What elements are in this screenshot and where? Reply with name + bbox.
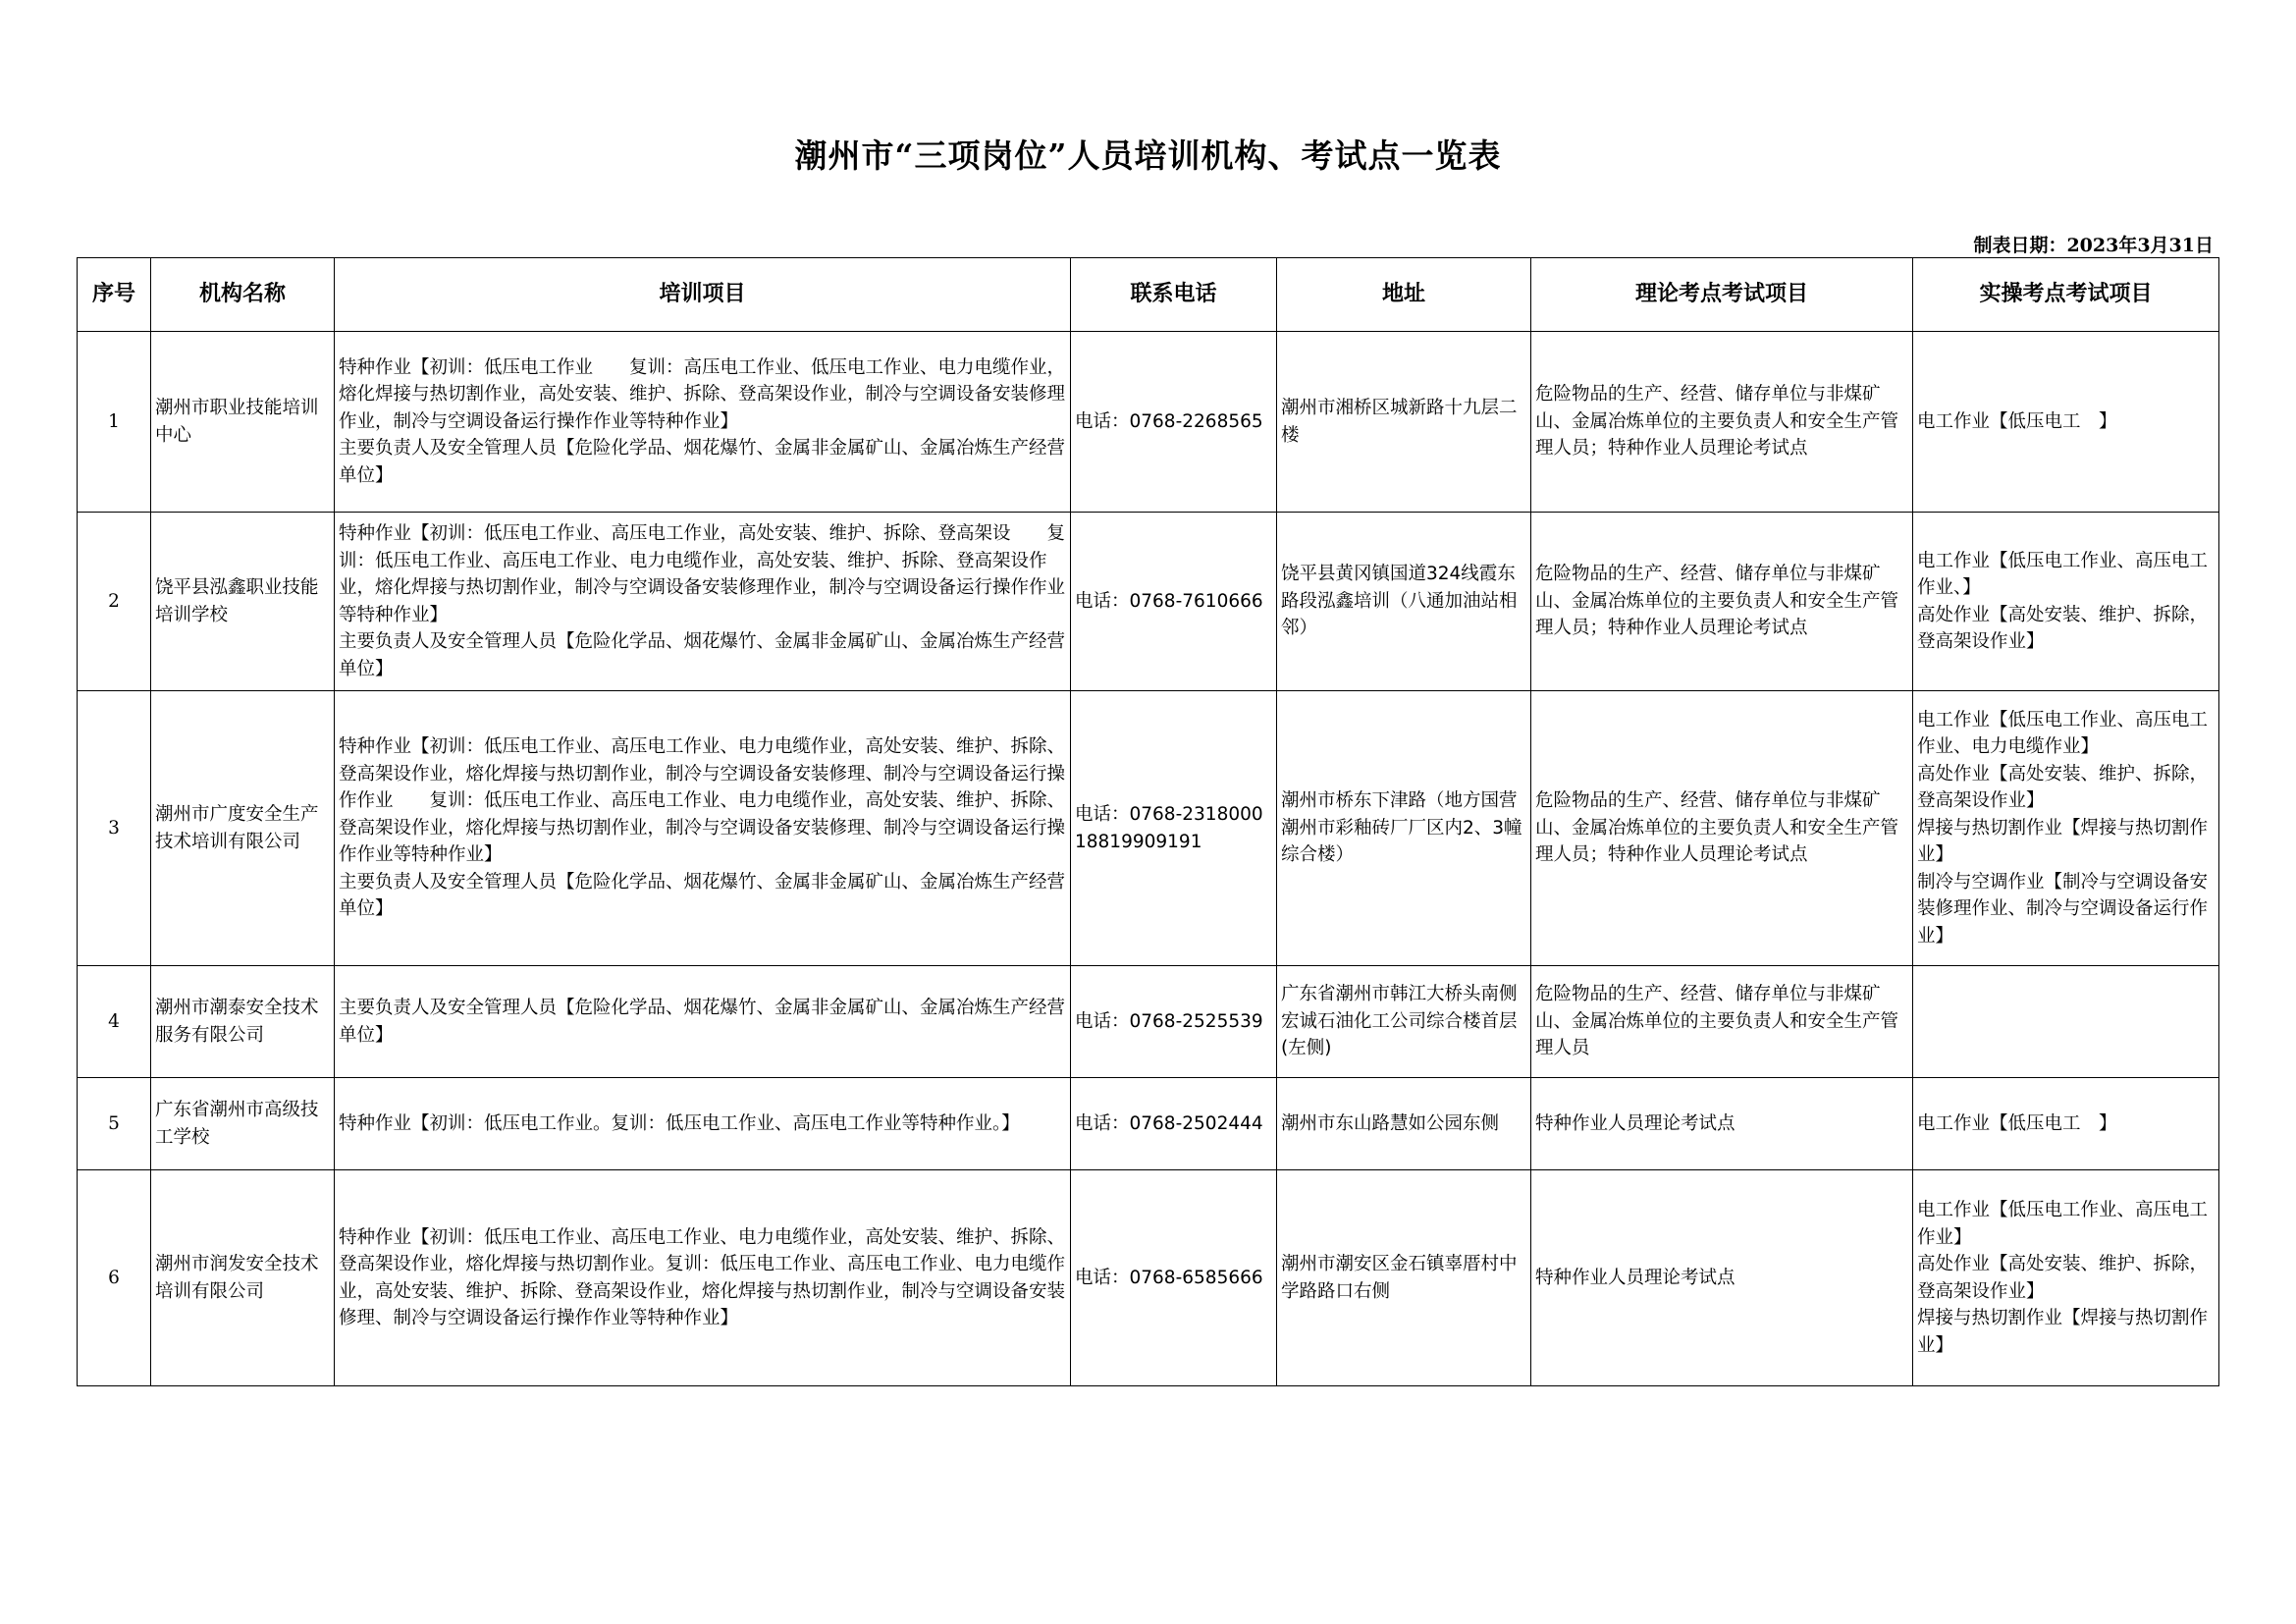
practical-line: 焊接与热切割作业【焊接与热切割作业】 <box>1917 1308 2209 1356</box>
practical-exam <box>1913 332 2219 513</box>
practical-exam <box>1913 966 2219 1078</box>
table-row <box>78 332 2219 513</box>
row-index: 5 <box>78 1078 151 1170</box>
institutions-table <box>77 257 2219 1386</box>
training-projects <box>335 966 1071 1078</box>
row-index: 1 <box>78 332 151 513</box>
practical-exam <box>1913 513 2219 691</box>
training-projects <box>335 513 1071 691</box>
training-line: 主要负责人及安全管理人员【危险化学品、烟花爆竹、金属非金属矿山、金属冶炼生产经营单位】 <box>339 438 1066 486</box>
table-row <box>78 966 2219 1078</box>
training-projects <box>335 1170 1071 1386</box>
header-index: 序号 <box>78 258 151 332</box>
address: 饶平县黄冈镇国道324线霞东路段泓鑫培训（八通加油站相邻） <box>1277 513 1531 691</box>
phone <box>1071 691 1277 966</box>
phone <box>1071 966 1277 1078</box>
institution-name: 潮州市润发安全技术培训有限公司 <box>151 1170 335 1386</box>
header-phone: 联系电话 <box>1071 258 1277 332</box>
address: 广东省潮州市韩江大桥头南侧宏诚石油化工公司综合楼首层(左侧) <box>1277 966 1531 1078</box>
training-line: 特种作业【初训：低压电工作业、高压电工作业，高处安装、维护、拆除、登高架设 复训：低压电工作业、高压电工作业、电力电缆作业，高处安装、维护、拆除、登高架设作业，熔化焊接与热切割作业，制冷与空调设备安装修理作业，制冷与空调设备运行操作作业等特种作业】 <box>339 523 1066 625</box>
institution-name: 潮州市广度安全生产技术培训有限公司 <box>151 691 335 966</box>
table-row <box>78 513 2219 691</box>
row-index: 3 <box>78 691 151 966</box>
row-index: 2 <box>78 513 151 691</box>
phone-line: 电话：0768-6585666 <box>1075 1267 1263 1288</box>
practical-line: 制冷与空调作业【制冷与空调设备安装修理作业、制冷与空调设备运行作业】 <box>1917 871 2209 947</box>
phone <box>1071 513 1277 691</box>
phone-line: 电话：0768-2318000 <box>1075 804 1263 825</box>
phone-line: 电话：0768-7610666 <box>1075 590 1263 612</box>
header-institution-name: 机构名称 <box>151 258 335 332</box>
practical-line: 焊接与热切割作业【焊接与热切割作业】 <box>1917 817 2209 866</box>
table-row <box>78 691 2219 966</box>
table-row <box>78 1170 2219 1386</box>
header-address: 地址 <box>1277 258 1531 332</box>
address: 潮州市东山路慧如公园东侧 <box>1277 1078 1531 1170</box>
theory-exam: 危险物品的生产、经营、储存单位与非煤矿山、金属冶炼单位的主要负责人和安全生产管理人员；特种作业人员理论考试点 <box>1531 332 1913 513</box>
institution-name: 潮州市潮泰安全技术服务有限公司 <box>151 966 335 1078</box>
practical-line: 电工作业【低压电工 】 <box>1917 410 2117 432</box>
phone-line: 18819909191 <box>1075 831 1202 852</box>
table-row <box>78 1078 2219 1170</box>
table-date: 制表日期：2023年3月31日 <box>1973 235 2214 256</box>
phone-line: 电话：0768-2268565 <box>1075 410 1263 432</box>
header-practical-exam: 实操考点考试项目 <box>1913 258 2219 332</box>
phone-line: 电话：0768-2525539 <box>1075 1010 1263 1032</box>
address: 潮州市桥东下津路（地方国营潮州市彩釉砖厂厂区内2、3幢综合楼） <box>1277 691 1531 966</box>
address: 潮州市潮安区金石镇辜厝村中学路路口右侧 <box>1277 1170 1531 1386</box>
practical-exam <box>1913 1170 2219 1386</box>
training-line: 主要负责人及安全管理人员【危险化学品、烟花爆竹、金属非金属矿山、金属冶炼生产经营单位】 <box>339 631 1066 679</box>
practical-line: 电工作业【低压电工作业、高压电工作业、】 <box>1917 550 2209 598</box>
phone-line: 电话：0768-2502444 <box>1075 1112 1263 1134</box>
theory-exam: 特种作业人员理论考试点 <box>1531 1170 1913 1386</box>
theory-exam: 危险物品的生产、经营、储存单位与非煤矿山、金属冶炼单位的主要负责人和安全生产管理人员 <box>1531 966 1913 1078</box>
training-line: 主要负责人及安全管理人员【危险化学品、烟花爆竹、金属非金属矿山、金属冶炼生产经营单位】 <box>339 998 1066 1046</box>
header-row <box>78 258 2219 332</box>
page-title: 潮州市“三项岗位”人员培训机构、考试点一览表 <box>794 136 1502 175</box>
practical-line: 电工作业【低压电工作业、高压电工作业、电力电缆作业】 <box>1917 709 2209 758</box>
practical-exam <box>1913 1078 2219 1170</box>
header-theory-exam: 理论考点考试项目 <box>1531 258 1913 332</box>
institution-name: 潮州市职业技能培训中心 <box>151 332 335 513</box>
row-index: 4 <box>78 966 151 1078</box>
training-projects <box>335 1078 1071 1170</box>
theory-exam: 危险物品的生产、经营、储存单位与非煤矿山、金属冶炼单位的主要负责人和安全生产管理人员；特种作业人员理论考试点 <box>1531 513 1913 691</box>
training-line: 主要负责人及安全管理人员【危险化学品、烟花爆竹、金属非金属矿山、金属冶炼生产经营单位】 <box>339 871 1066 920</box>
practical-exam <box>1913 691 2219 966</box>
practical-line: 电工作业【低压电工作业、高压电工作业】 <box>1917 1200 2209 1248</box>
training-line: 特种作业【初训：低压电工作业 复训：高压电工作业、低压电工作业、电力电缆作业，熔化焊接与热切割作业，高处安装、维护、拆除、登高架设作业，制冷与空调设备安装修理作业，制冷与空调设备运行操作作业等特种作业】 <box>339 356 1066 432</box>
row-index: 6 <box>78 1170 151 1386</box>
practical-line: 高处作业【高处安装、维护、拆除，登高架设作业】 <box>1917 1254 2209 1302</box>
phone <box>1071 1078 1277 1170</box>
training-projects <box>335 691 1071 966</box>
practical-line: 高处作业【高处安装、维护、拆除，登高架设作业】 <box>1917 763 2209 812</box>
theory-exam: 危险物品的生产、经营、储存单位与非煤矿山、金属冶炼单位的主要负责人和安全生产管理人员；特种作业人员理论考试点 <box>1531 691 1913 966</box>
address: 潮州市湘桥区城新路十九层二楼 <box>1277 332 1531 513</box>
phone <box>1071 332 1277 513</box>
institution-name: 饶平县泓鑫职业技能培训学校 <box>151 513 335 691</box>
practical-line: 电工作业【低压电工 】 <box>1917 1112 2117 1134</box>
training-line: 特种作业【初训：低压电工作业。复训：低压电工作业、高压电工作业等特种作业。】 <box>339 1112 1020 1134</box>
training-projects <box>335 332 1071 513</box>
phone <box>1071 1170 1277 1386</box>
practical-line: 高处作业【高处安装、维护、拆除，登高架设作业】 <box>1917 604 2209 652</box>
institution-name: 广东省潮州市高级技工学校 <box>151 1078 335 1170</box>
theory-exam: 特种作业人员理论考试点 <box>1531 1078 1913 1170</box>
header-training-projects: 培训项目 <box>335 258 1071 332</box>
training-line: 特种作业【初训：低压电工作业、高压电工作业、电力电缆作业，高处安装、维护、拆除、登高架设作业，熔化焊接与热切割作业。复训：低压电工作业、高压电工作业、电力电缆作业，高处安装、维护、拆除、登高架设作业，熔化焊接与热切割作业，制冷与空调设备安装修理、制冷与空调设备运行操作作业等特种作业】 <box>339 1226 1066 1328</box>
training-line: 特种作业【初训：低压电工作业、高压电工作业、电力电缆作业，高处安装、维护、拆除、登高架设作业，熔化焊接与热切割作业，制冷与空调设备安装修理、制冷与空调设备运行操作作业 复训：低压电工作业、高压电工作业、电力电缆作业，高处安装、维护、拆除、登高架设作业，熔化焊接与热切割作业，制冷与空调设备安装修理、制冷与空调设备运行操作作业等特种作业】 <box>339 736 1066 866</box>
